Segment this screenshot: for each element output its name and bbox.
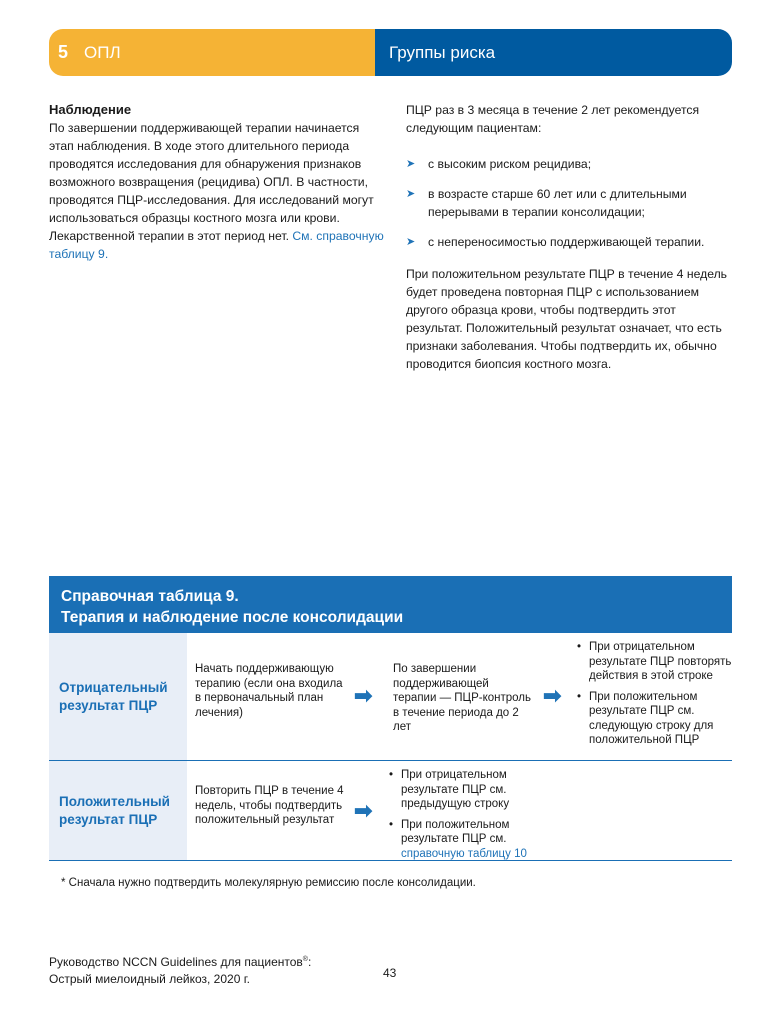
- page-footer: [49, 951, 311, 988]
- pcr-patient-list: [406, 155, 732, 251]
- list-item-text: с высоким риском рецидива;: [428, 157, 592, 171]
- pcr-intro: ПЦР раз в 3 месяца в течение 2 лет рекомендуется следующим пациентам:: [406, 103, 700, 135]
- section-tab: [375, 29, 732, 76]
- negative-outcomes: [577, 640, 732, 754]
- row-label-negative: Отрицательный результат ПЦР: [49, 633, 187, 760]
- table-footnote: * Сначала нужно подтвердить молекулярную ремиссию после консолидации.: [61, 877, 476, 889]
- chevron-right-icon: ➤: [406, 188, 416, 200]
- list-item: [389, 818, 539, 862]
- footer-title: Руководство NCCN Guidelines для пациентов: [49, 955, 303, 969]
- reference-table-header: [49, 576, 732, 633]
- reference-table-number: Справочная таблица 9.: [61, 588, 239, 605]
- chevron-right-icon: ➤: [406, 158, 416, 170]
- positive-outcomes: [389, 768, 539, 867]
- registered-mark: ®: [302, 956, 308, 963]
- arrow-right-icon: ➡: [354, 683, 373, 708]
- ref-table-9-link[interactable]: См. справочную таблицу 9.: [49, 229, 384, 261]
- chapter-tab: [49, 29, 375, 76]
- positive-step1: Повторить ПЦР в течение 4 недель, чтобы подтвердить положительный результат: [195, 785, 344, 826]
- list-item: [406, 233, 732, 251]
- table-row-negative: [49, 633, 732, 761]
- arrow-right-icon: ➡: [354, 798, 373, 823]
- arrow-right-icon: ➡: [543, 683, 562, 708]
- table-row-positive: [49, 761, 732, 861]
- left-column: [49, 101, 384, 263]
- list-item: [406, 185, 732, 221]
- page-number: 43: [383, 966, 397, 980]
- right-column: [406, 101, 732, 373]
- chapter-title: ОПЛ: [84, 42, 121, 62]
- observation-heading: Наблюдение: [49, 102, 132, 117]
- list-item: [406, 155, 732, 173]
- negative-step1: Начать поддерживающую терапию (если она входила в первоначальный план лечения): [195, 663, 343, 719]
- observation-paragraph: [49, 119, 384, 263]
- list-item-text: с непереносимостью поддерживающей терапии.: [428, 235, 705, 249]
- footer-colon: :: [307, 955, 312, 969]
- chevron-right-icon: ➤: [406, 236, 416, 248]
- section-title: Группы риска: [389, 42, 496, 62]
- ref-table-10-link[interactable]: справочную таблицу 10: [401, 847, 527, 860]
- reference-table-9: [49, 576, 732, 861]
- chapter-header: [49, 29, 732, 76]
- list-item-text: в возрасте старше 60 лет или с длительными перерывами в терапии консолидации;: [428, 187, 687, 219]
- list-item: • При положительном результате ПЦР см. следующую строку для положительной ПЦР: [577, 690, 732, 748]
- list-item: • При отрицательном результате ПЦР повторять действия в этой строке: [577, 640, 732, 684]
- observation-text: По завершении поддерживающей терапии начинается этап наблюдения. В ходе этого длительного периода проводятся исследования для обнаружения признаков возможного возвращения (рецидива) ОПЛ. В частности, проводятся ПЦР-исследования. Для исследований могут использоваться образцы костного мозга или крови. Лекарственной терапии в этот период нет.: [49, 121, 374, 243]
- negative-step2: По завершении поддерживающей терапии — ПЦР-контроль в течение периода до 2 лет: [393, 663, 531, 733]
- row-label-positive: Положительный результат ПЦР: [49, 761, 187, 860]
- chapter-number: 5: [58, 42, 69, 62]
- positive-pcr-paragraph: При положительном результате ПЦР в течение 4 недель будет проведена повторная ПЦР с использованием другого образца крови, чтобы подтвердить этот результат. Положительный результат означает, что есть признаки заболевания. Чтобы подтвердить их, обычно проводится биопсия костного мозга.: [406, 267, 728, 371]
- reference-table-title: Терапия и наблюдение после консолидации: [61, 609, 404, 626]
- list-item-text: При положительном результате ПЦР см.: [401, 818, 510, 845]
- footer-subtitle: Острый миелоидный лейкоз, 2020 г.: [49, 972, 250, 986]
- list-item: • При отрицательном результате ПЦР см. предыдущую строку: [389, 768, 539, 812]
